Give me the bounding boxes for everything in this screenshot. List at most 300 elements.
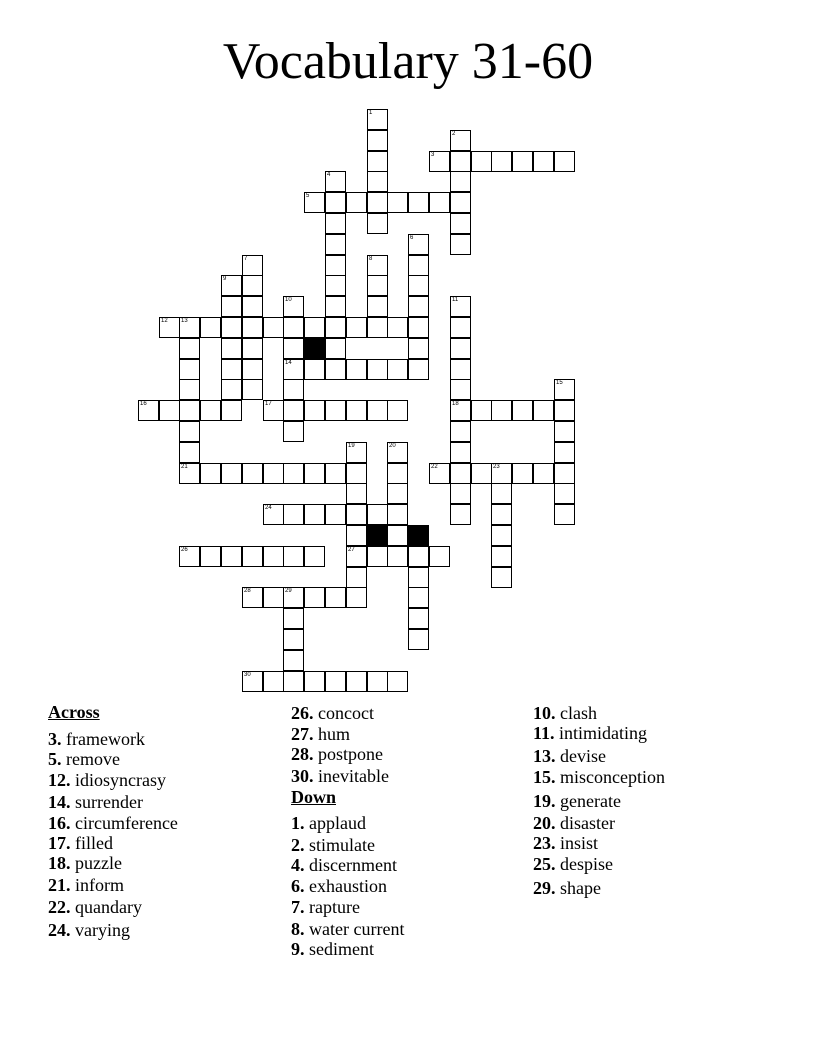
grid-cell[interactable] (554, 504, 575, 525)
grid-cell[interactable] (325, 463, 346, 484)
black-square (367, 525, 388, 546)
clue-number-label: 11 (452, 297, 459, 303)
grid-cell[interactable] (242, 317, 263, 338)
clue-number-label: 20 (389, 443, 396, 449)
grid-cell[interactable] (325, 213, 346, 234)
grid-cell[interactable] (387, 359, 408, 380)
grid-cell[interactable] (491, 546, 512, 567)
grid-cell[interactable] (263, 504, 284, 525)
grid-cell[interactable] (179, 359, 200, 380)
grid-cell[interactable] (179, 379, 200, 400)
grid-cell[interactable] (283, 338, 304, 359)
clue-text: puzzle (70, 853, 122, 873)
grid-cell[interactable] (408, 546, 429, 567)
grid-cell[interactable] (242, 671, 263, 692)
clue-number: 8. (291, 919, 305, 939)
clue-number-label: 26 (181, 547, 188, 553)
grid-cell[interactable] (242, 379, 263, 400)
grid-cell[interactable] (221, 463, 242, 484)
clue-text: insist (555, 833, 599, 853)
grid-cell[interactable] (263, 671, 284, 692)
clue-number: 22. (48, 897, 71, 917)
clue-text: framework (61, 729, 145, 749)
grid-cell[interactable] (450, 192, 471, 213)
grid-cell[interactable] (367, 151, 388, 172)
grid-cell[interactable] (450, 234, 471, 255)
grid-cell[interactable] (200, 317, 221, 338)
grid-cell[interactable] (325, 192, 346, 213)
clue-number-label: 24 (265, 505, 272, 511)
clue-item (291, 813, 366, 835)
grid-cell[interactable] (471, 400, 492, 421)
grid-cell[interactable] (179, 463, 200, 484)
grid-cell[interactable] (387, 317, 408, 338)
clue-item (48, 833, 113, 855)
clue-item (291, 744, 383, 766)
grid-cell[interactable] (283, 629, 304, 650)
grid-cell[interactable] (159, 317, 180, 338)
grid-cell[interactable] (346, 192, 367, 213)
grid-cell[interactable] (408, 275, 429, 296)
grid-cell[interactable] (367, 192, 388, 213)
grid-cell[interactable] (387, 400, 408, 421)
grid-cell[interactable] (325, 171, 346, 192)
grid-cell[interactable] (450, 296, 471, 317)
grid-cell[interactable] (200, 400, 221, 421)
clue-number: 28. (291, 744, 314, 764)
clue-number-label: 10 (285, 297, 292, 303)
clue-item (48, 749, 120, 771)
clue-text: disaster (555, 813, 615, 833)
clue-item (48, 875, 124, 897)
grid-cell[interactable] (450, 130, 471, 151)
clue-item (48, 813, 178, 835)
grid-cell[interactable] (387, 192, 408, 213)
clue-item (48, 853, 122, 875)
clue-text: inform (70, 875, 124, 895)
grid-cell[interactable] (221, 317, 242, 338)
grid-cell[interactable] (325, 671, 346, 692)
clue-number-label: 13 (181, 318, 188, 324)
clue-item (291, 703, 374, 725)
clue-item (533, 833, 598, 855)
grid-cell[interactable] (512, 151, 533, 172)
grid-cell[interactable] (159, 400, 180, 421)
grid-cell[interactable] (533, 151, 554, 172)
clue-number-label: 17 (265, 401, 272, 407)
grid-cell[interactable] (512, 463, 533, 484)
grid-cell[interactable] (221, 296, 242, 317)
grid-cell[interactable] (367, 317, 388, 338)
grid-cell[interactable] (367, 546, 388, 567)
clue-number-label: 29 (285, 588, 292, 594)
clue-number-label: 8 (369, 256, 373, 262)
grid-cell[interactable] (283, 400, 304, 421)
grid-cell[interactable] (304, 546, 325, 567)
grid-cell[interactable] (533, 400, 554, 421)
grid-cell[interactable] (346, 400, 367, 421)
grid-cell[interactable] (263, 317, 284, 338)
grid-cell[interactable] (346, 671, 367, 692)
clue-number-label: 12 (161, 318, 168, 324)
grid-cell[interactable] (387, 442, 408, 463)
grid-cell[interactable] (408, 359, 429, 380)
grid-cell[interactable] (450, 400, 471, 421)
clue-text: exhaustion (304, 876, 387, 896)
clue-item (291, 835, 375, 857)
grid-cell[interactable] (512, 400, 533, 421)
grid-cell[interactable] (387, 546, 408, 567)
grid-cell[interactable] (242, 359, 263, 380)
clue-text: despise (555, 854, 613, 874)
grid-cell[interactable] (283, 379, 304, 400)
grid-cell[interactable] (408, 192, 429, 213)
grid-cell[interactable] (263, 400, 284, 421)
puzzle-title: Vocabulary 31-60 (222, 33, 594, 90)
grid-cell[interactable] (304, 359, 325, 380)
clue-number-label: 7 (244, 256, 248, 262)
grid-cell[interactable] (221, 546, 242, 567)
grid-cell[interactable] (138, 400, 159, 421)
grid-cell[interactable] (450, 171, 471, 192)
grid-cell[interactable] (179, 546, 200, 567)
clue-number-label: 18 (452, 401, 459, 407)
grid-cell[interactable] (242, 546, 263, 567)
grid-cell[interactable] (221, 400, 242, 421)
grid-cell[interactable] (179, 421, 200, 442)
grid-cell[interactable] (408, 608, 429, 629)
grid-cell[interactable] (367, 109, 388, 130)
grid-cell[interactable] (346, 317, 367, 338)
clue-number-label: 1 (369, 110, 373, 116)
clue-number-label: 9 (223, 276, 227, 282)
clue-item (291, 939, 374, 961)
grid-cell[interactable] (554, 379, 575, 400)
grid-cell[interactable] (450, 213, 471, 234)
clue-item (291, 919, 404, 941)
grid-cell[interactable] (346, 483, 367, 504)
clue-item (291, 876, 387, 898)
clue-text: sediment (304, 939, 374, 959)
clue-item (533, 813, 615, 835)
clue-text: concoct (313, 703, 374, 723)
grid-cell[interactable] (242, 463, 263, 484)
clue-number-label: 28 (244, 588, 251, 594)
across-heading: Across (48, 702, 100, 722)
clue-text: varying (70, 920, 130, 940)
grid-cell[interactable] (283, 608, 304, 629)
grid-cell[interactable] (179, 442, 200, 463)
grid-cell[interactable] (367, 130, 388, 151)
clue-number-label: 3 (431, 152, 435, 158)
grid-cell[interactable] (242, 255, 263, 276)
clue-number: 7. (291, 897, 305, 917)
grid-cell[interactable] (450, 442, 471, 463)
clue-number: 24. (48, 920, 71, 940)
clue-text: quandary (70, 897, 142, 917)
clue-text: rapture (304, 897, 360, 917)
clue-item (533, 746, 606, 768)
grid-cell[interactable] (491, 463, 512, 484)
grid-cell[interactable] (408, 317, 429, 338)
grid-cell[interactable] (242, 587, 263, 608)
grid-cell[interactable] (325, 234, 346, 255)
clue-number-label: 6 (410, 235, 414, 241)
clue-text: shape (555, 878, 601, 898)
grid-cell[interactable] (450, 151, 471, 172)
clue-text: devise (555, 746, 606, 766)
clue-text: hum (313, 724, 351, 744)
grid-cell[interactable] (304, 671, 325, 692)
grid-cell[interactable] (554, 483, 575, 504)
grid-cell[interactable] (263, 463, 284, 484)
grid-cell[interactable] (450, 463, 471, 484)
clue-number: 18. (48, 853, 71, 873)
clue-number: 6. (291, 876, 305, 896)
grid-cell[interactable] (346, 567, 367, 588)
clue-number-label: 21 (181, 464, 188, 470)
grid-cell[interactable] (346, 546, 367, 567)
clue-item (291, 766, 389, 788)
grid-cell[interactable] (491, 400, 512, 421)
grid-cell[interactable] (325, 400, 346, 421)
grid-cell[interactable] (346, 504, 367, 525)
grid-cell[interactable] (283, 546, 304, 567)
grid-cell[interactable] (408, 234, 429, 255)
grid-cell[interactable] (346, 587, 367, 608)
grid-cell[interactable] (200, 463, 221, 484)
grid-cell[interactable] (367, 359, 388, 380)
grid-cell[interactable] (387, 483, 408, 504)
grid-cell[interactable] (283, 296, 304, 317)
clue-text: idiosyncrasy (70, 770, 166, 790)
grid-cell[interactable] (491, 504, 512, 525)
grid-cell[interactable] (346, 463, 367, 484)
grid-cell[interactable] (429, 546, 450, 567)
grid-cell[interactable] (408, 296, 429, 317)
grid-cell[interactable] (325, 296, 346, 317)
grid-cell[interactable] (325, 587, 346, 608)
clue-item (291, 855, 397, 877)
grid-cell[interactable] (450, 359, 471, 380)
grid-cell[interactable] (221, 379, 242, 400)
grid-cell[interactable] (325, 275, 346, 296)
clue-number: 2. (291, 835, 305, 855)
clue-text: inevitable (313, 766, 389, 786)
grid-cell[interactable] (325, 359, 346, 380)
grid-cell[interactable] (491, 483, 512, 504)
clue-item (291, 724, 350, 746)
grid-cell[interactable] (304, 317, 325, 338)
grid-cell[interactable] (367, 671, 388, 692)
clue-number-label: 22 (431, 464, 438, 470)
clue-item (533, 723, 647, 745)
grid-cell[interactable] (325, 338, 346, 359)
grid-cell[interactable] (179, 317, 200, 338)
clue-item (48, 729, 145, 751)
grid-cell[interactable] (450, 379, 471, 400)
grid-cell[interactable] (367, 275, 388, 296)
black-square (408, 525, 429, 546)
grid-cell[interactable] (491, 525, 512, 546)
clue-text: remove (61, 749, 120, 769)
clue-number-label: 15 (556, 380, 563, 386)
grid-cell[interactable] (554, 442, 575, 463)
clue-text: clash (555, 703, 597, 723)
grid-cell[interactable] (179, 338, 200, 359)
clue-number: 23. (533, 833, 556, 853)
clue-text: applaud (304, 813, 366, 833)
clue-number-label: 4 (327, 172, 331, 178)
clue-item (48, 897, 142, 919)
grid-cell[interactable] (429, 151, 450, 172)
grid-cell[interactable] (221, 338, 242, 359)
grid-cell[interactable] (554, 400, 575, 421)
clue-number: 1. (291, 813, 305, 833)
grid-cell[interactable] (408, 629, 429, 650)
grid-cell[interactable] (387, 463, 408, 484)
grid-cell[interactable] (346, 525, 367, 546)
clue-number: 16. (48, 813, 71, 833)
clue-number: 25. (533, 854, 556, 874)
grid-cell[interactable] (408, 567, 429, 588)
clue-number-label: 27 (348, 547, 355, 553)
clue-number-label: 23 (493, 464, 500, 470)
grid-cell[interactable] (325, 504, 346, 525)
clue-item (533, 854, 613, 876)
grid-cell[interactable] (367, 400, 388, 421)
grid-cell[interactable] (304, 504, 325, 525)
grid-cell[interactable] (450, 504, 471, 525)
clue-number-label: 2 (452, 131, 456, 137)
grid-cell[interactable] (450, 483, 471, 504)
clue-number: 29. (533, 878, 556, 898)
clue-number: 4. (291, 855, 305, 875)
grid-cell[interactable] (283, 650, 304, 671)
clue-number: 3. (48, 729, 62, 749)
grid-cell[interactable] (283, 317, 304, 338)
clue-number: 20. (533, 813, 556, 833)
grid-cell[interactable] (367, 171, 388, 192)
grid-cell[interactable] (283, 504, 304, 525)
grid-cell[interactable] (283, 421, 304, 442)
grid-cell[interactable] (408, 255, 429, 276)
grid-cell[interactable] (491, 151, 512, 172)
grid-cell[interactable] (554, 463, 575, 484)
grid-cell[interactable] (387, 671, 408, 692)
clue-number: 14. (48, 792, 71, 812)
grid-cell[interactable] (263, 546, 284, 567)
clue-number: 9. (291, 939, 305, 959)
grid-cell[interactable] (554, 421, 575, 442)
clue-number: 13. (533, 746, 556, 766)
clue-number: 26. (291, 703, 314, 723)
grid-cell[interactable] (283, 359, 304, 380)
clue-number: 11. (533, 723, 555, 743)
clue-number-label: 5 (306, 193, 310, 199)
clue-item (48, 792, 143, 814)
grid-cell[interactable] (367, 255, 388, 276)
grid-cell[interactable] (346, 359, 367, 380)
grid-cell[interactable] (283, 463, 304, 484)
clue-number-label: 14 (285, 360, 292, 366)
clue-item (48, 770, 166, 792)
black-square (304, 338, 325, 359)
grid-cell[interactable] (367, 213, 388, 234)
grid-cell[interactable] (304, 587, 325, 608)
clue-item (48, 920, 130, 942)
grid-cell[interactable] (304, 400, 325, 421)
grid-cell[interactable] (408, 338, 429, 359)
grid-cell[interactable] (304, 463, 325, 484)
grid-cell[interactable] (450, 338, 471, 359)
clue-text: generate (555, 791, 621, 811)
clue-item (533, 878, 601, 900)
clue-number: 12. (48, 770, 71, 790)
grid-cell[interactable] (408, 587, 429, 608)
clue-number-label: 16 (140, 401, 147, 407)
grid-cell[interactable] (200, 546, 221, 567)
grid-cell[interactable] (283, 587, 304, 608)
grid-cell[interactable] (367, 296, 388, 317)
grid-cell[interactable] (471, 463, 492, 484)
grid-cell[interactable] (221, 359, 242, 380)
grid-cell[interactable] (304, 192, 325, 213)
clue-text: surrender (70, 792, 143, 812)
grid-cell[interactable] (554, 151, 575, 172)
clue-text: intimidating (554, 723, 648, 743)
grid-cell[interactable] (429, 192, 450, 213)
grid-cell[interactable] (242, 296, 263, 317)
clue-number: 19. (533, 791, 556, 811)
grid-cell[interactable] (242, 275, 263, 296)
grid-cell[interactable] (367, 504, 388, 525)
clue-text: misconception (555, 767, 665, 787)
grid-cell[interactable] (471, 151, 492, 172)
clue-number: 10. (533, 703, 556, 723)
grid-cell[interactable] (325, 255, 346, 276)
clue-number: 17. (48, 833, 71, 853)
grid-cell[interactable] (221, 275, 242, 296)
clue-number: 5. (48, 749, 62, 769)
grid-cell[interactable] (387, 504, 408, 525)
grid-cell[interactable] (429, 463, 450, 484)
clue-number-label: 19 (348, 443, 355, 449)
grid-cell[interactable] (242, 338, 263, 359)
clue-item (291, 897, 360, 919)
grid-cell[interactable] (387, 525, 408, 546)
grid-cell[interactable] (263, 587, 284, 608)
grid-cell[interactable] (283, 671, 304, 692)
clue-number-label: 30 (244, 672, 251, 678)
clue-text: circumference (70, 813, 178, 833)
clue-text: water current (304, 919, 405, 939)
grid-cell[interactable] (491, 567, 512, 588)
grid-cell[interactable] (325, 317, 346, 338)
grid-cell[interactable] (179, 400, 200, 421)
clue-number: 21. (48, 875, 71, 895)
grid-cell[interactable] (450, 421, 471, 442)
clue-number-label: 25 (410, 526, 417, 532)
grid-cell[interactable] (450, 317, 471, 338)
clue-text: postpone (313, 744, 383, 764)
clue-text: filled (70, 833, 113, 853)
grid-cell[interactable] (346, 442, 367, 463)
down-heading: Down (291, 787, 337, 807)
clue-number: 30. (291, 766, 314, 786)
clue-text: stimulate (304, 835, 375, 855)
grid-cell[interactable] (533, 463, 554, 484)
